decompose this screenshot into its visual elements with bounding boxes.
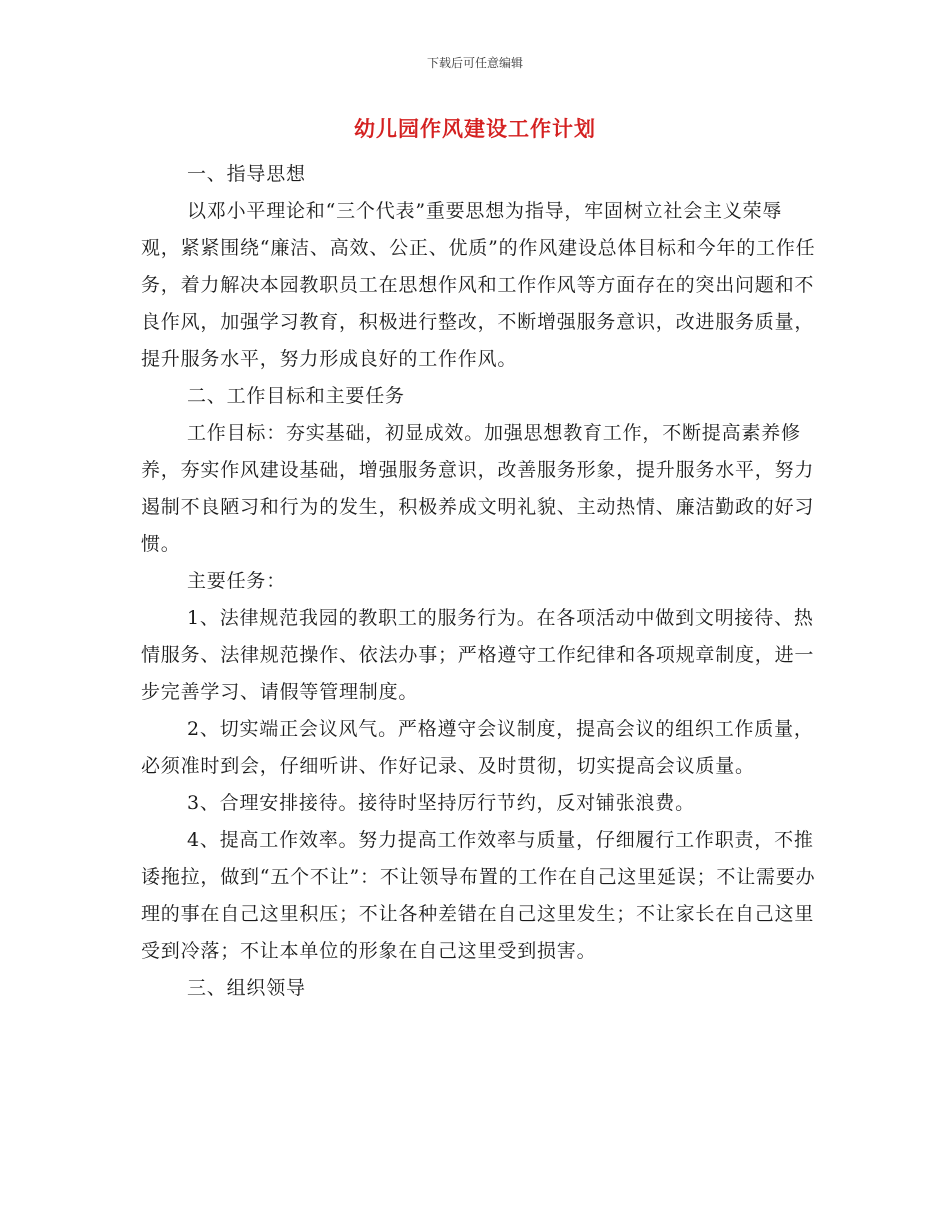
section-heading-leadership: 三、组织领导 <box>187 977 306 999</box>
section-heading-guiding-thought: 一、指导思想 <box>187 163 306 185</box>
paragraph-task-2: 2、切实端正会议风气。严格遵守会议制度，提高会议的组织工作质量，必须准时到会，仔细听讲、作好记录、及时贯彻，切实提高会议质量。 <box>141 718 814 777</box>
document-title: 幼儿园作风建设工作计划 <box>354 116 596 141</box>
document-body <box>141 156 821 1007</box>
paragraph-work-goals: 工作目标：夯实基础，初显成效。加强思想教育工作，不断提高素养修养，夯实作风建设基础，增强服务意识，改善服务形象，提升服务水平，努力遏制不良陋习和行为的发生，积极养成文明礼貌、主动热情、廉洁勤政的好习惯。 <box>141 422 815 555</box>
page-header-note: 下载后可任意编辑 <box>426 56 523 70</box>
paragraph-guiding-thought: 以邓小平理论和“三个代表”重要思想为指导，牢固树立社会主义荣辱观，紧紧围绕“廉洁、高效、公正、优质”的作风建设总体目标和今年的工作任务，着力解决本园教职员工在思想作风和工作作风等方面存在的突出问题和不良作风，加强学习教育，积极进行整改，不断增强服务意识，改进服务质量，提升服务水平，努力形成良好的工作作风。 <box>141 200 816 370</box>
paragraph-main-tasks-label: 主要任务： <box>187 570 287 592</box>
paragraph-task-1: 1、法律规范我园的教职工的服务行为。在各项活动中做到文明接待、热情服务、法律规范操作、依法办事；严格遵守工作纪律和各项规章制度，进一步完善学习、请假等管理制度。 <box>141 607 815 703</box>
paragraph-task-4: 4、提高工作效率。努力提高工作效率与质量，仔细履行工作职责，不推诿拖拉，做到“五个不让”：不让领导布置的工作在自己这里延误；不让需要办理的事在自己这里积压；不让各种差错在自己这里发生；不让家长在自己这里受到冷落；不让本单位的形象在自己这里受到损害。 <box>141 829 816 962</box>
section-heading-goals-tasks: 二、工作目标和主要任务 <box>187 385 405 407</box>
paragraph-task-3: 3、合理安排接待。接待时坚持厉行节约，反对铺张浪费。 <box>187 792 695 814</box>
